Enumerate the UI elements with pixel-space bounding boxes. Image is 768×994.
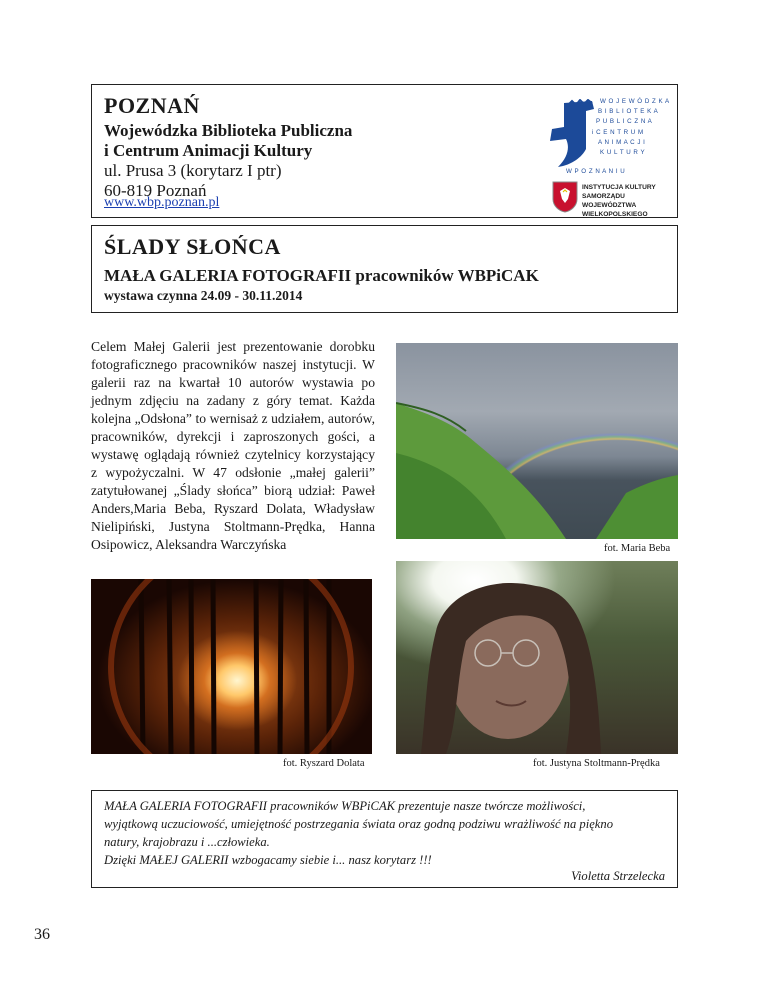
- logo-line-6: K U L T U R Y: [600, 149, 646, 157]
- website-link[interactable]: www.wbp.poznan.pl: [104, 195, 220, 210]
- address-street: ul. Prusa 3 (korytarz I ptr): [104, 161, 282, 180]
- quote-line-1: MAŁA GALERIA FOTOGRAFII pracowników WBPiCAK prezentuje nasze twórcze możliwości,: [104, 799, 586, 813]
- forest-trees-icon: [91, 579, 372, 754]
- logo-line-7: W P O Z N A N I U: [566, 168, 626, 175]
- forest-caption: fot. Ryszard Dolata: [283, 758, 365, 769]
- institution-line2: i Centrum Animacji Kultury: [104, 141, 313, 160]
- portrait-caption: fot. Justyna Stoltmann-Prędka: [533, 758, 660, 769]
- quote-line-3: natury, krajobrazu i ...człowieka.: [104, 835, 270, 849]
- exhibition-box: [91, 225, 678, 313]
- rainbow-landscape-icon: [396, 343, 678, 539]
- logo-line-5: A N I M A C J I: [598, 138, 646, 146]
- forest-sun-photo: [91, 579, 372, 754]
- page-number: 36: [34, 926, 50, 943]
- portrait-face-icon: [396, 561, 678, 754]
- exhibition-dates: wystawa czynna 24.09 - 30.11.2014: [104, 288, 303, 303]
- emblem-line-2: SAMORZĄDU WOJEWÓDZTWA: [582, 193, 637, 209]
- institution-line1: Wojewódzka Biblioteka Publiczna: [104, 121, 353, 140]
- emblem-line-1: INSTYTUCJA KULTURY: [582, 184, 656, 191]
- exhibition-subtitle: MAŁA GALERIA FOTOGRAFII pracowników WBPiCAK: [104, 266, 539, 285]
- exhibition-title: ŚLADY SŁOŃCA: [104, 234, 281, 259]
- logo-line-2: B I B L I O T E K A: [598, 108, 659, 116]
- quote-box: [91, 790, 678, 888]
- header-box: [91, 84, 678, 218]
- logo-line-3: P U B L I C Z N A: [596, 118, 653, 126]
- city-title: POZNAŃ: [104, 93, 200, 118]
- emblem-line-3: WIELKOPOLSKIEGO: [582, 211, 648, 218]
- address-postcode: 60-819 Poznań: [104, 181, 207, 200]
- logo-line-1: W O J E W Ó D Z K A: [600, 98, 670, 105]
- description-paragraph: Celem Małej Galerii jest prezentowanie dorobku fotograficznego pracowników naszej instytucji. W galerii raz na kwartał 10 autorów wystawia po jednym zdjęciu na zadany z góry temat. Każda kolejna „Odsłona” to wernisaż z udziałem, autorów, pracowników, dyrekcji i zaproszonych gości, a wystawę oglądają również czytelnicy korzystający z wypożyczalni. W 47 odsłonie „małej galerii” zatytułowanej „Ślady słońca” biorą udział: Paweł Anders,Maria Beba, Ryszard Dolata, Władysław Nielipiński, Justyna Stoltmann-Prędka, Hanna Osipowicz, Aleksandra Warczyńska: [91, 339, 375, 552]
- quote-author: Violetta Strzelecka: [571, 869, 665, 883]
- rainbow-caption: fot. Maria Beba: [604, 543, 671, 554]
- rainbow-photo: [396, 343, 678, 539]
- quote-line-2: wyjątkową uczuciowość, umiejętność postrzegania świata oraz godną podziwu wrażliwość na piękno: [104, 817, 613, 831]
- portrait-photo: [396, 561, 678, 754]
- logo-line-4: i C E N T R U M: [592, 128, 644, 136]
- coat-of-arms-icon: [552, 181, 578, 213]
- quote-line-4: Dzięki MAŁEJ GALERII wzbogacamy siebie i... nasz korytarz !!!: [104, 853, 432, 867]
- library-logo: [540, 95, 675, 218]
